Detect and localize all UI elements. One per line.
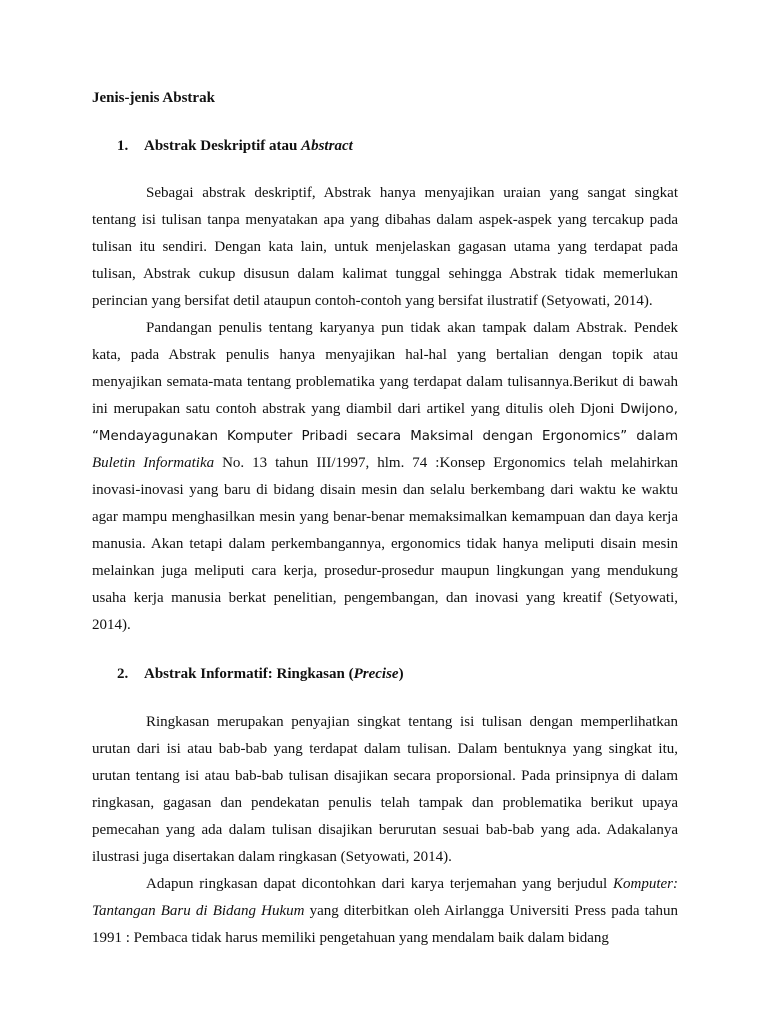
section-2-number: 2. xyxy=(117,666,129,682)
paragraph-4-text-a: Adapun ringkasan dapat dicontohkan dari karya terjemahan yang berjudul xyxy=(146,876,613,892)
paragraph-4-text-c: yang diterbitkan oleh Airlangga Universiti Press pada tahun 1991 : Pembaca tidak harus memiliki pengetahuan yang mendalam baik dalam bidang xyxy=(92,903,679,946)
section-1-heading xyxy=(92,133,678,160)
section-1-body xyxy=(92,180,678,639)
paragraph-1 xyxy=(92,180,678,315)
paragraph-4 xyxy=(92,871,678,952)
section-2-heading-italic: Precise xyxy=(353,666,399,682)
paragraph-1-text: Sebagai abstrak deskriptif, Abstrak hanya menyajikan uraian yang sangat singkat tentang isi tulisan tanpa menyatakan apa yang dibahas dalam aspek-aspek yang tercakup pada tulisan itu sendiri. Dengan kata lain, untuk menjelaskan gagasan utama yang terdapat pada tulisan, Abstrak cukup disusun dalam kalimat tunggal sehingga Abstrak tidak memerlukan perincian yang bersifat detil ataupun contoh-contoh yang bersifat ilustratif (Setyowati, 2014). xyxy=(92,185,678,309)
section-1-number: 1. xyxy=(117,138,129,154)
paragraph-3 xyxy=(92,709,678,871)
paragraph-2-text-d: No. 13 tahun III/1997, hlm. 74 :Konsep Ergonomics telah melahirkan inovasi-inovasi yang baru di bidang disain mesin dan selalu berkembang dari waktu ke waktu agar mampu menghasilkan mesin yang benar-benar memaksimalkan kemampuan dan daya kerja manusia. Akan tetapi dalam perkembangannya, ergonomics tidak hanya meliputi disain mesin melainkan juga meliputi cara kerja, prosedur-prosedur maupun lingkungan yang mendukung usaha kerja manusia berkat penelitian, pengembangan, dan inovasi yang kreatif (Setyowati, 2014). xyxy=(92,455,678,633)
section-2-heading-text: Abstrak Informatif: Ringkasan ( xyxy=(144,666,354,682)
paragraph-2-text-b: Dwijono, “Mendayagunakan Komputer Pribadi secara Maksimal dengan Ergonomics” dalam xyxy=(92,402,678,444)
document-title: Jenis-jenis Abstrak xyxy=(92,90,215,106)
paragraph-2 xyxy=(92,315,678,639)
section-1-heading-italic: Abstract xyxy=(301,138,353,154)
document-page xyxy=(92,0,678,1024)
section-2-heading xyxy=(92,661,678,688)
section-2-body xyxy=(92,709,678,952)
section-2-heading-close: ) xyxy=(398,666,404,682)
paragraph-4-book-title: Komputer: Tantangan Baru di Bidang Hukum xyxy=(92,876,678,919)
paragraph-3-text: Ringkasan merupakan penyajian singkat tentang isi tulisan dengan memperlihatkan urutan dari isi atau bab-bab yang terdapat dalam tulisan. Dalam bentuknya yang singkat itu, urutan tentang isi atau bab-bab tulisan disajikan secara proporsional. Pada prinsipnya di dalam ringkasan, gagasan dan pendekatan penulis telah tampak dan problematika berikut upaya pemecahan yang ada dalam tulisan disajikan berurutan sesuai bab-bab yang ada. Adakalanya ilustrasi juga disertakan dalam ringkasan (Setyowati, 2014). xyxy=(92,714,678,865)
paragraph-2-text-a: Pandangan penulis tentang karyanya pun tidak akan tampak dalam Abstrak. Pendek kata, pada Abstrak penulis hanya menyajikan hal-hal yang bertalian dengan topik atau menyajikan semata-mata tentang problematika yang terdapat dalam tulisannya.Berikut di bawah ini merupakan satu contoh abstrak yang diambil dari artikel yang ditulis oleh Djoni xyxy=(92,320,678,417)
paragraph-2-publication-title: Buletin Informatika xyxy=(92,455,215,471)
section-1-heading-text: Abstrak Deskriptif atau xyxy=(144,138,302,154)
